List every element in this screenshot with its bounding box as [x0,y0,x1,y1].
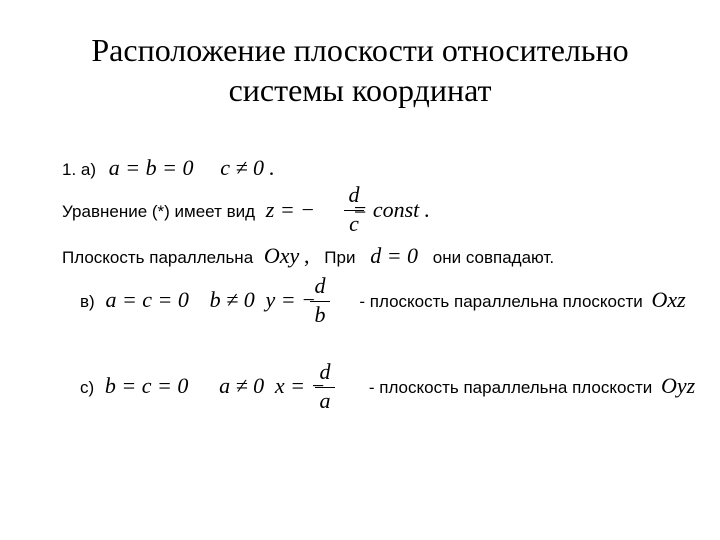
case-a-label: 1. а) [62,160,97,179]
equation-denominator: c [349,211,359,236]
case-c-lhs: x = − [274,373,326,398]
equation-text: Уравнение (*) имеет вид [62,202,256,221]
case-c-condition-2: a ≠ 0 [219,373,265,398]
case-b-line [80,287,686,312]
case-b-lhs: y = − [265,287,316,312]
case-b-condition-2: b ≠ 0 [209,287,255,312]
case-c-denominator: a [319,388,331,413]
case-c-plane: Oyz [660,373,696,398]
parallel-separator: , [304,243,310,268]
title-line-1: Расположение плоскости относительно [91,32,629,68]
parallel-condition: d = 0 [370,243,419,268]
case-b-plane: Oxz [651,287,686,312]
equation-lhs: z = − [265,197,316,222]
case-a-line [62,155,275,180]
slide-title [0,30,720,110]
case-b-denominator: b [314,302,326,327]
case-a-condition-2: c ≠ 0 [220,155,265,180]
case-c-numerator: d [319,359,331,384]
case-a-period: . [268,155,275,180]
equation-numerator: d [348,182,360,207]
equation-line [62,197,430,222]
case-a-condition-1: a = b = 0 [108,155,194,180]
case-b-numerator: d [314,273,326,298]
case-b-text: - плоскость параллельна плоскости [359,292,643,311]
case-c-condition-1: b = c = 0 [104,373,189,398]
case-c-label: с) [80,378,95,397]
parallel-line [62,243,555,268]
equation-period: . [424,197,430,222]
equation-rhs: = const [352,197,420,222]
parallel-text: Плоскость параллельна [62,248,254,267]
parallel-conclusion: они совпадают. [432,248,555,267]
parallel-when: При [324,248,356,267]
case-c-text: - плоскость параллельна плоскости [368,378,653,397]
title-line-2: системы координат [228,72,492,108]
case-c-line [80,373,696,398]
case-b-condition-1: a = c = 0 [105,287,189,312]
case-b-label: в) [80,292,95,311]
parallel-plane: Oxy [263,243,300,268]
